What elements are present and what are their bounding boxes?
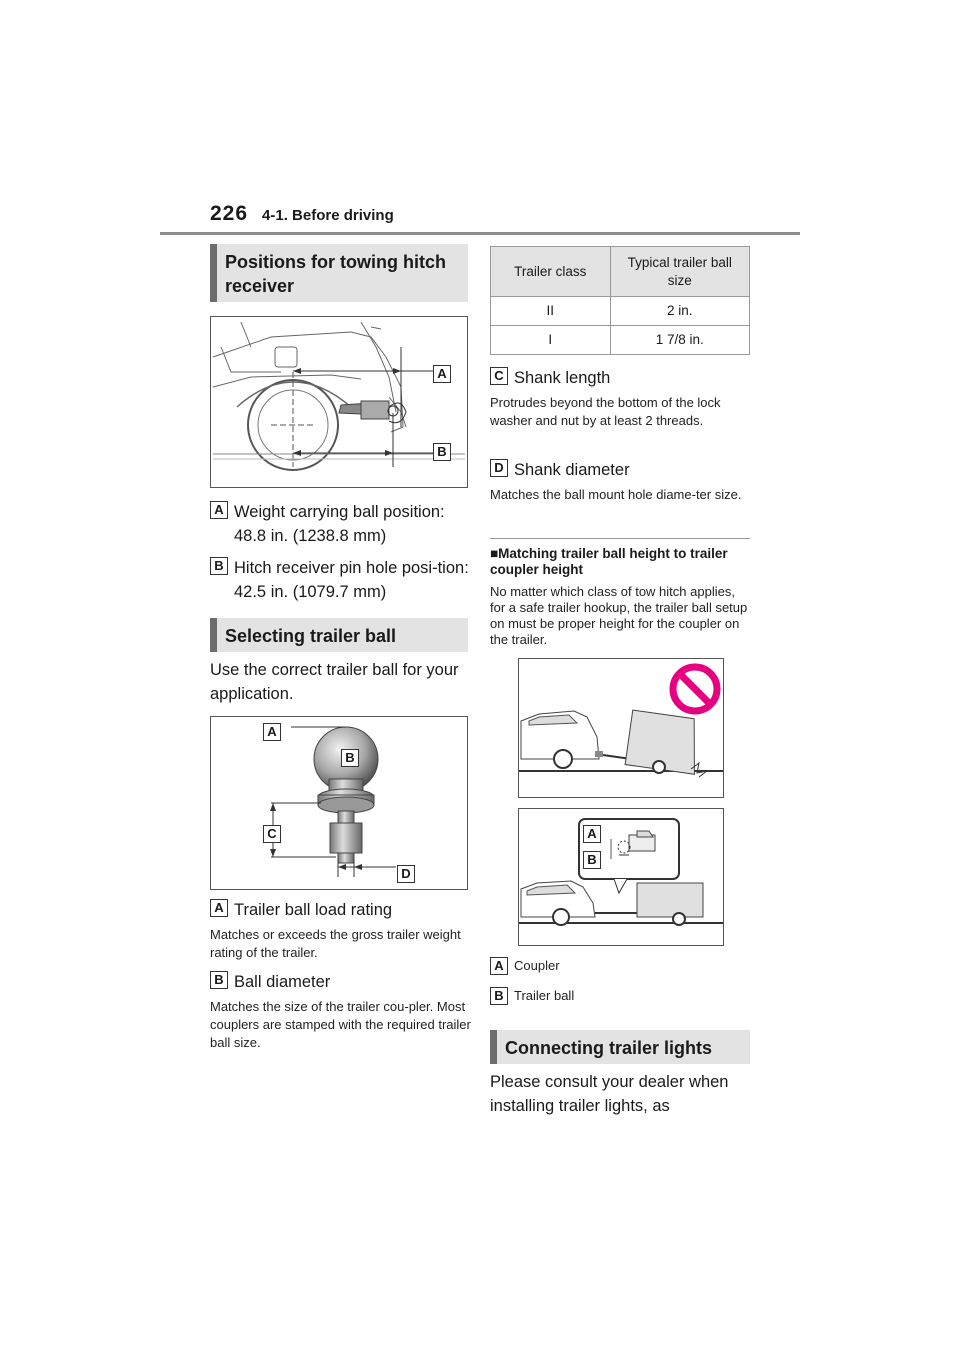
- ball-item-b-desc: Matches the size of the trailer cou-pler. Most couplers are stamped with the required trailer ball size.: [210, 999, 471, 1050]
- ball-item-a-title: Trailer ball load rating: [234, 901, 393, 919]
- shank-item-c-desc: Protrudes beyond the bottom of the lock washer and nut by at least 2 threads.: [490, 395, 721, 428]
- label-c: C: [490, 367, 508, 385]
- table-header-cell: Trailer class: [491, 247, 611, 297]
- fig2-label-c: C: [263, 825, 281, 843]
- table-header-cell: Typical trailer ball size: [610, 247, 749, 297]
- shank-item-d: [490, 458, 750, 482]
- hitch-position-figure: [210, 316, 468, 488]
- shank-item-c-title: Shank length: [514, 369, 611, 387]
- coupler-item-b: [490, 986, 750, 1006]
- fig2-label-d: D: [397, 865, 415, 883]
- divider: [490, 538, 750, 539]
- table-row: [491, 297, 750, 326]
- label-a: A: [490, 957, 508, 975]
- section-title: 4-1. Before driving: [262, 207, 394, 224]
- coupler-item-b-text: Trailer ball: [514, 988, 575, 1003]
- ball-item-a-desc: Matches or exceeds the gross trailer weight rating of the trailer.: [210, 927, 461, 960]
- table-cell: 2 in.: [610, 297, 749, 326]
- lights-text: Please consult your dealer when installing trailer lights, as: [490, 1073, 729, 1115]
- label-b: B: [490, 987, 508, 1005]
- trailer-class-table: [490, 246, 750, 355]
- matching-heading: ■Matching trailer ball height to trailer coupler height: [490, 546, 728, 577]
- coupler-item-a-text: Coupler: [514, 958, 560, 973]
- selecting-heading-text: Selecting trailer ball: [225, 626, 397, 646]
- shank-item-d-desc: Matches the ball mount hole diame-ter size.: [490, 487, 742, 502]
- fig1-label-b: B: [433, 443, 451, 461]
- lights-heading-text: Connecting trailer lights: [505, 1038, 713, 1058]
- ball-item-b-title: Ball diameter: [234, 973, 331, 991]
- table-cell: II: [491, 297, 611, 326]
- fig2-label-a: A: [263, 723, 281, 741]
- table-row: [491, 326, 750, 355]
- label-b: B: [210, 557, 228, 575]
- correct-height-figure: [518, 808, 724, 946]
- shank-item-d-title: Shank diameter: [514, 461, 630, 479]
- header-rule: [160, 232, 800, 235]
- table-header-row: [491, 247, 750, 297]
- table-cell: I: [491, 326, 611, 355]
- position-item-b-text: Hitch receiver pin hole posi-tion: 42.5 in. (1079.7 mm): [234, 559, 469, 601]
- ball-item-a: [210, 898, 470, 922]
- position-item-b: [210, 556, 470, 604]
- incorrect-height-figure: [518, 658, 724, 798]
- page-header: [210, 202, 394, 232]
- label-a: A: [210, 899, 228, 917]
- selecting-intro: Use the correct trailer ball for your application.: [210, 661, 459, 703]
- position-item-a: [210, 500, 470, 548]
- fig4-label-b: B: [583, 851, 601, 869]
- page-number: 226: [210, 202, 249, 225]
- fig4-label-a: A: [583, 825, 601, 843]
- label-a: A: [210, 501, 228, 519]
- matching-text: No matter which class of tow hitch applies, for a safe trailer hookup, the trailer ball setup on must be proper height for the coupler on the trailer.: [490, 584, 748, 647]
- label-d: D: [490, 459, 508, 477]
- fig1-label-a: A: [433, 365, 451, 383]
- positions-heading-text: Positions for towing hitch receiver: [225, 252, 446, 296]
- trailer-ball-figure: [210, 716, 468, 890]
- fig2-label-b: B: [341, 749, 359, 767]
- shank-item-c: [490, 366, 750, 390]
- label-b: B: [210, 971, 228, 989]
- table-cell: 1 7/8 in.: [610, 326, 749, 355]
- coupler-item-a: [490, 956, 750, 976]
- position-item-a-text: Weight carrying ball position: 48.8 in. (1238.8 mm): [234, 503, 445, 545]
- ball-item-b: [210, 970, 470, 994]
- selecting-heading: [210, 618, 468, 652]
- lights-heading: [490, 1030, 750, 1064]
- positions-heading: [210, 244, 468, 302]
